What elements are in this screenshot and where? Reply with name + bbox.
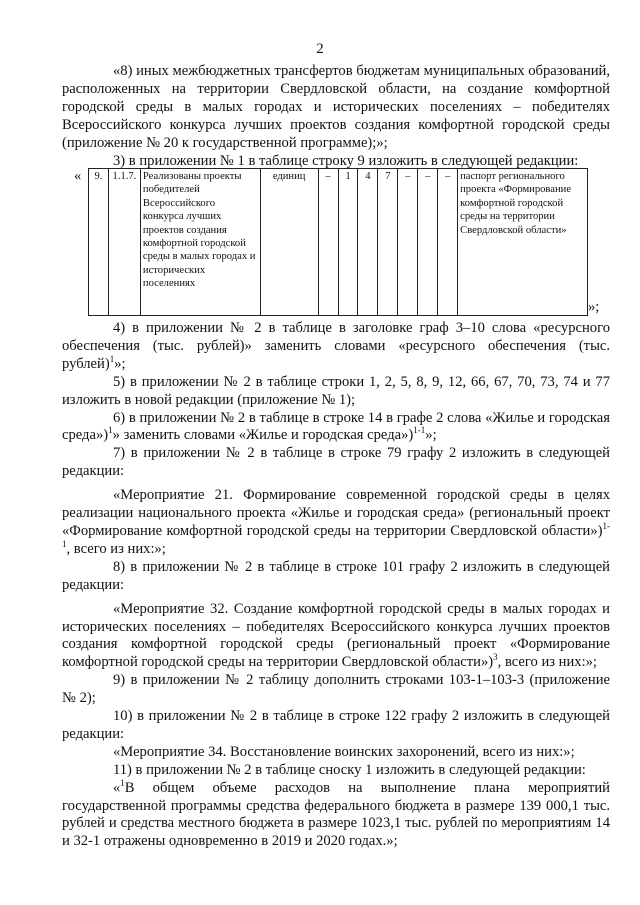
item-4-tail: »; [114, 355, 126, 372]
footnote-1-quote [62, 777, 610, 852]
item-6-text-b: » заменить словами «Жилье и городская среда») [112, 427, 414, 444]
item-6-text-c: »; [425, 427, 437, 444]
item-4-paragraph [62, 320, 610, 374]
cell-value: 7 [378, 169, 398, 316]
cell-value: – [438, 169, 458, 316]
table-quote-open: « [74, 168, 82, 184]
item-3-paragraph: 3) в приложении № 1 в таблице строку 9 изложить в следующей редакции: [113, 152, 579, 169]
item-4-text: 4) в приложении № 2 в таблице в заголовке граф 3–10 слова «ресурсного обеспечения (тыс. рублей)» заменить словами «ресурсного обеспечения (тыс. рублей) [62, 320, 610, 372]
footnote-mark: 1-1 [413, 425, 426, 436]
item-6-paragraph [62, 410, 610, 446]
footnote-mark: 3 [493, 652, 498, 663]
replacement-table-row [88, 168, 588, 316]
cell-value: – [318, 169, 338, 316]
item-9-paragraph: 9) в приложении № 2 таблицу дополнить строками 103-1–103-3 (приложение № 2); [62, 672, 610, 707]
cell-source: паспорт регионального проекта «Формирование комфортной городской среды на территории Свердловской области» [458, 169, 588, 316]
item-7-paragraph: 7) в приложении № 2 в таблице в строке 79 графу 2 изложить в следующей редакции: [62, 445, 610, 480]
measure-21-tail: , всего из них:»; [66, 540, 166, 557]
footnote-1-text: В общем объеме расходов на выполнение плана мероприятий государственной программы средства федерального бюджета в размере 139 000,1 тыс. рублей и средства местного бюджета в размере 1023,1 тыс. рублей по мероприятиям 14 и 32-1 отражены одновременно в 2019 и 2020 годах.»; [62, 779, 610, 850]
item-5-paragraph: 5) в приложении № 2 в таблице строки 1, 2, 5, 8, 9, 12, 66, 67, 70, 73, 74 и 77 изложить в новой редакции (приложение № 1); [62, 373, 610, 408]
measure-34-quote: «Мероприятие 34. Восстановление воинских захоронений, всего из них:»; [113, 743, 575, 760]
measure-32-text: «Мероприятие 32. Создание комфортной городской среды в малых городах и исторических поселениях – победителях Всероссийского конкурса лучших проектов создания комфортной городской среды (региональный проект «Формирование комфортной городской среды на территории Свердловской области») [62, 600, 610, 671]
measure-21-quote [62, 487, 610, 559]
intro-block [62, 63, 610, 170]
item-8-amend-paragraph: 8) в приложении № 2 в таблице в строке 101 графу 2 изложить в следующей редакции: [62, 558, 610, 593]
cell-number: 9. [89, 169, 109, 316]
cell-indicator-name: Реализованы проекты победителей Всероссийского конкурса лучших проектов создания комфортной городской среды в малых городах и исторических поселениях [140, 169, 260, 316]
footnote-mark: 1 [120, 777, 125, 788]
cell-value: 4 [358, 169, 378, 316]
cell-value: 1 [338, 169, 358, 316]
page-number: 2 [316, 41, 324, 57]
measure-32-tail: , всего из них:»; [497, 654, 597, 671]
table-quote-close: »; [588, 299, 600, 315]
cell-value: – [398, 169, 418, 316]
item-8-paragraph: «8) иных межбюджетных трансфертов бюджетам муниципальных образований, расположенных на территории Свердловской области, на создание комфортной городской среды в малых городах и исторических поселениях – победителях Всероссийского конкурса лучших проектов создания комфортной городской среды (приложение № 20 к государственной программе);»; [62, 63, 610, 151]
footnote-quote-open: « [113, 779, 121, 796]
footnote-mark: 1-1 [62, 521, 610, 550]
footnote-mark: 1 [109, 353, 115, 364]
amendments-block [62, 320, 610, 851]
measure-21-text: «Мероприятие 21. Формирование современной городской среды в целях реализации национального проекта «Жилье и городская среда» (региональный проект «Формирование комфортной городской среды на территории Свердловской области») [62, 487, 610, 539]
measure-32-quote [62, 601, 610, 673]
item-10-paragraph: 10) в приложении № 2 в таблице в строке 122 графу 2 изложить в следующей редакции: [62, 708, 610, 742]
cell-unit: единиц [260, 169, 318, 316]
footnote-mark: 1 [108, 425, 113, 436]
cell-value: – [418, 169, 438, 316]
cell-code: 1.1.7. [108, 169, 140, 316]
item-6-text-a: 6) в приложении № 2 в таблице в строке 14 в графе 2 слова «Жилье и городская среда») [62, 409, 610, 444]
item-11-paragraph: 11) в приложении № 2 в таблице сноску 1 изложить в следующей редакции: [113, 761, 586, 778]
